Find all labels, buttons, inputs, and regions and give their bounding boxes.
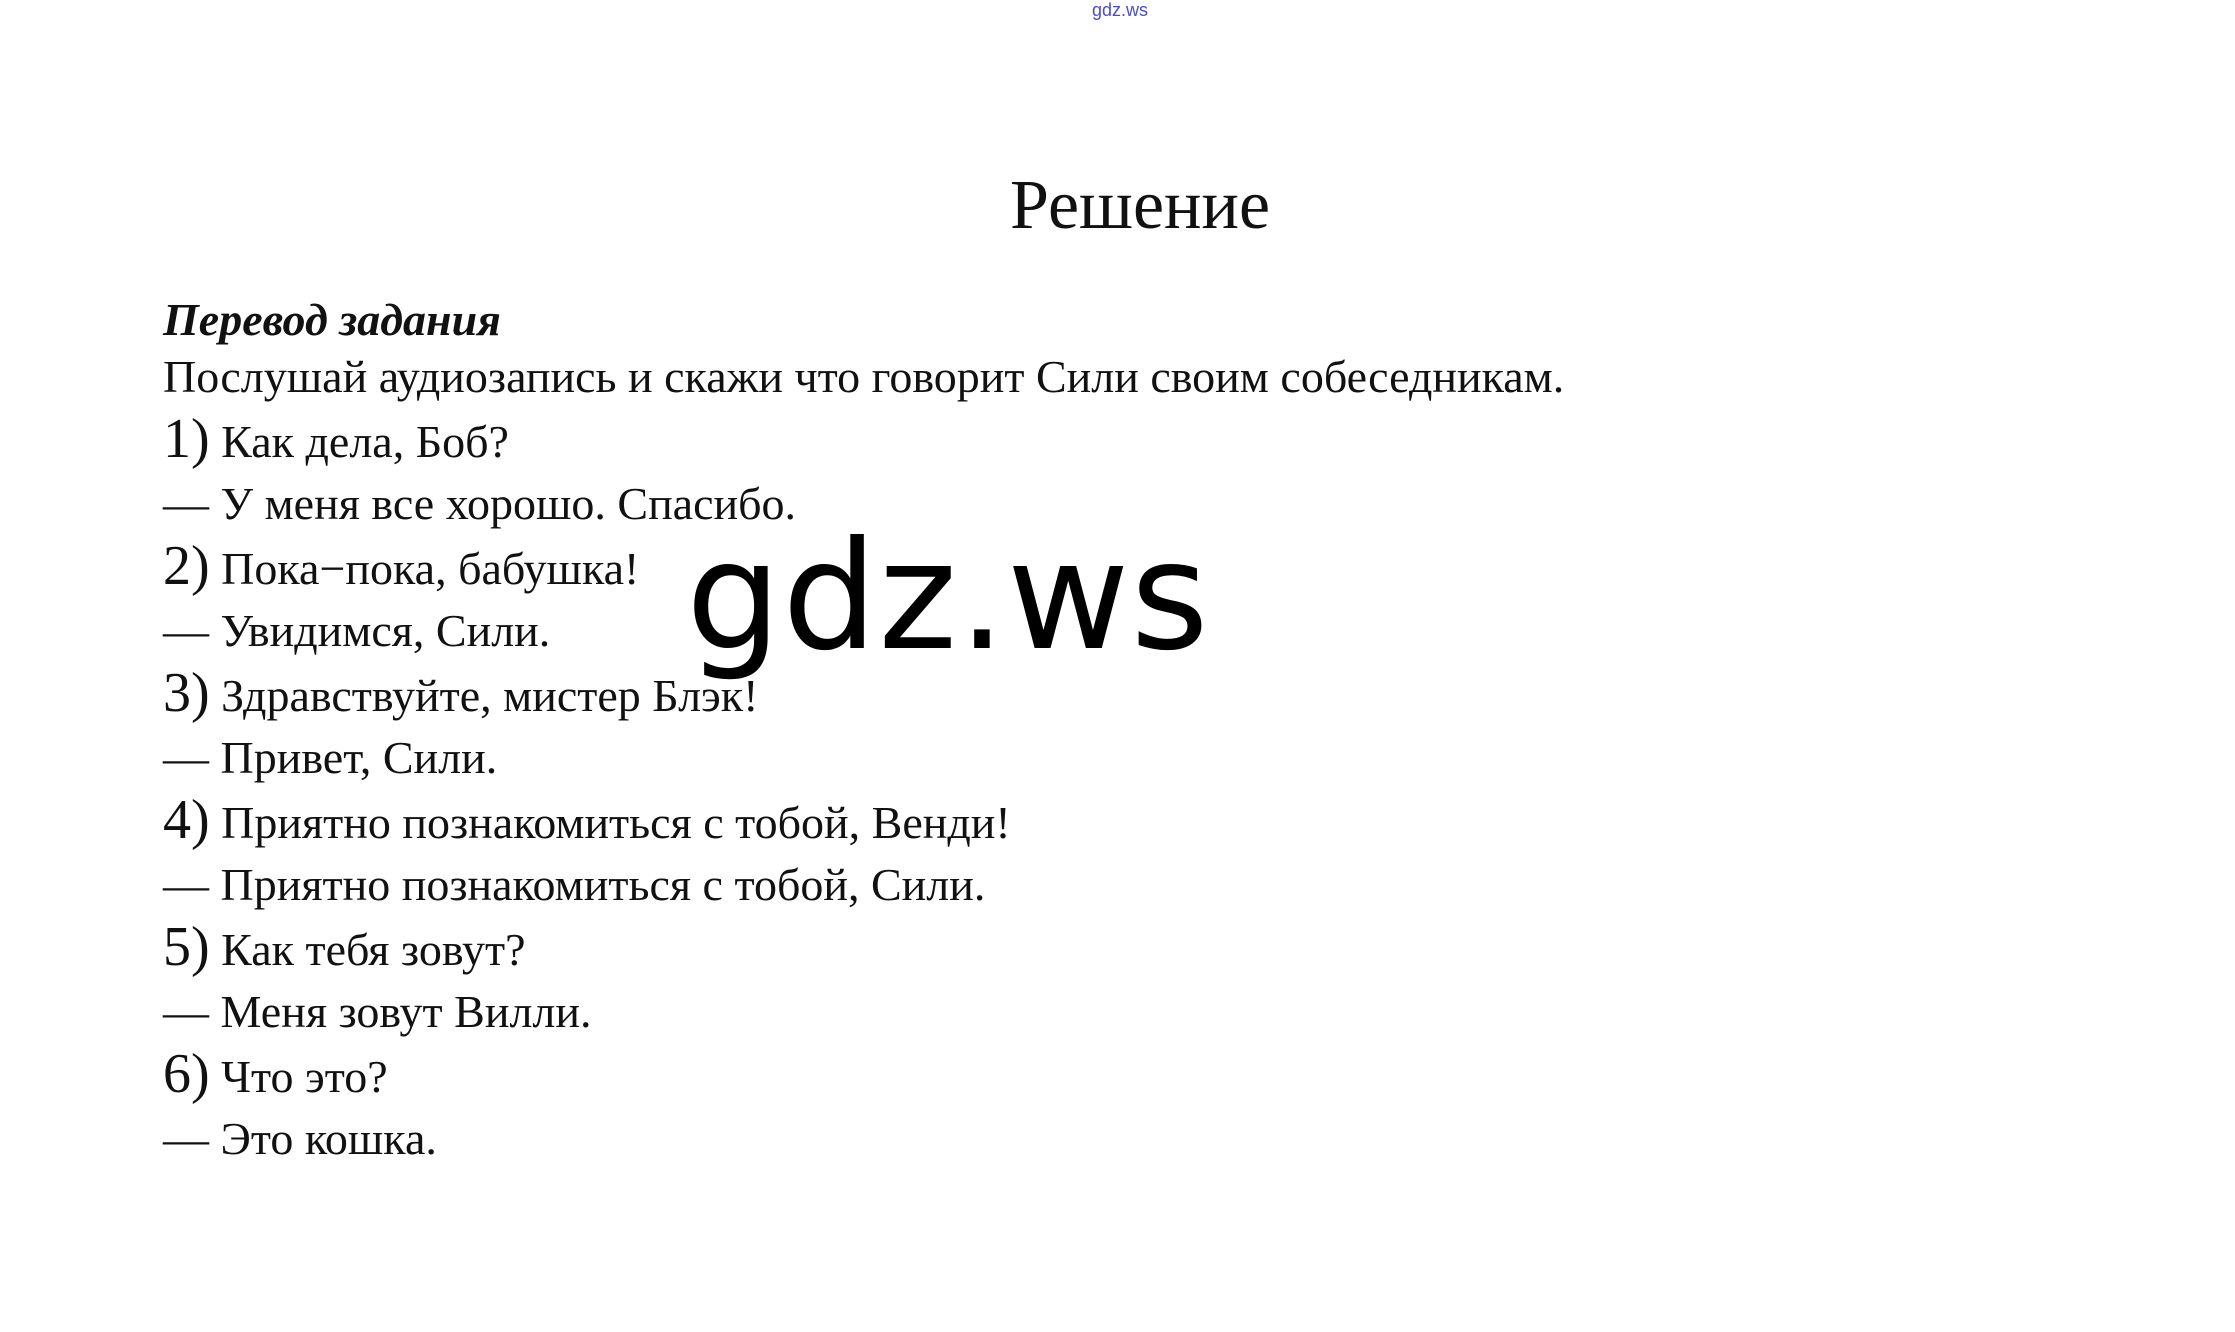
question-text: Здравствуйте, мистер Блэк! [221, 670, 759, 721]
dialogue-answer: — Привет, Сили. [163, 732, 498, 783]
dialogue-item-6 [163, 1041, 2063, 1168]
item-number: 5) [163, 916, 210, 978]
watermark: gdz.ws [686, 510, 1210, 684]
task-intro: Послушай аудиозапись и скажи что говорит Сили своим собеседникам. [163, 351, 1565, 402]
site-link[interactable]: gdz.ws [1092, 0, 1149, 20]
section-heading: Перевод задания [163, 294, 501, 345]
dialogue-answer: — Приятно познакомиться с тобой, Сили. [163, 859, 986, 910]
question-text: Как тебя зовут? [221, 924, 526, 975]
dialogue-question [163, 914, 2063, 983]
question-text: Приятно познакомиться с тобой, Венди! [221, 797, 1011, 848]
page-title: Решение [1009, 167, 1271, 244]
dialogue-answer: — Это кошка. [163, 1113, 437, 1164]
dialogue-item-4 [163, 787, 2063, 914]
question-text: Что это? [221, 1051, 388, 1102]
dialogue-answer: — У меня все хорошо. Спасибо. [163, 478, 797, 529]
dialogue-answer: — Меня зовут Вилли. [163, 986, 592, 1037]
item-number: 4) [163, 789, 210, 851]
dialogue-item-5 [163, 914, 2063, 1041]
item-number: 2) [163, 535, 210, 597]
question-text: Как дела, Боб? [221, 416, 509, 467]
item-number: 6) [163, 1043, 210, 1105]
dialogue-question [163, 406, 2063, 475]
question-text: Пока−пока, бабушка! [221, 543, 640, 594]
dialogue-question [163, 787, 2063, 856]
dialogue-question [163, 1041, 2063, 1110]
item-number: 1) [163, 408, 210, 470]
solution-content [163, 292, 2063, 1168]
item-number: 3) [163, 662, 210, 724]
dialogue-answer: — Увидимся, Сили. [163, 605, 551, 656]
